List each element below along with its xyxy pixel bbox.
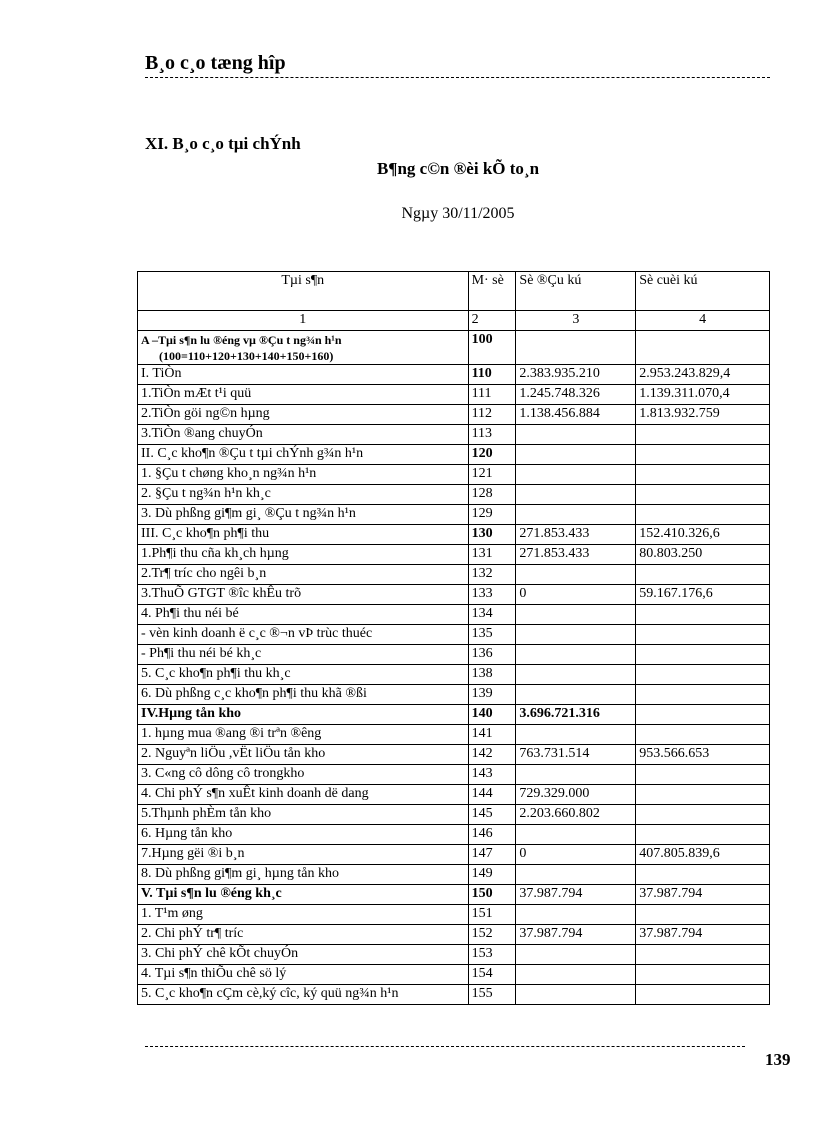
row-asset-name: IV.Hµng tån kho [138,705,469,725]
row-beginning-value: 37.987.794 [516,885,636,905]
row-asset-name: I. TiÒn [138,365,469,385]
row-ending-value: 953.566.653 [636,745,770,765]
row-ending-value [636,825,770,845]
row-code: 151 [468,905,516,925]
table-row [138,565,770,585]
table-row [138,985,770,1005]
header-divider [145,77,770,78]
row-asset-name: 3. Dù phßng gi¶m gi¸ ®Çu t ng¾n h¹n [138,505,469,525]
column-number-row [138,311,770,331]
row-beginning-value [516,665,636,685]
row-beginning-value: 1.138.456.884 [516,405,636,425]
row-beginning-value: 3.696.721.316 [516,705,636,725]
column-number: 4 [636,311,770,331]
row-ending-value [636,985,770,1005]
table-row [138,845,770,865]
row-beginning-value [516,565,636,585]
table-row [138,585,770,605]
row-beginning-value: 0 [516,585,636,605]
row-beginning-value: 763.731.514 [516,745,636,765]
row-beginning-value: 2.203.660.802 [516,805,636,825]
table-row [138,445,770,465]
row-code: 140 [468,705,516,725]
row-ending-value [636,465,770,485]
row-ending-value: 1.813.932.759 [636,405,770,425]
row-asset-name: 5. C¸c kho¶n ph¶i thu kh¸c [138,665,469,685]
row-beginning-value [516,465,636,485]
row-code: 155 [468,985,516,1005]
row-asset-name: 8. Dù phßng gi¶m gi¸ hµng tån kho [138,865,469,885]
row-code: 154 [468,965,516,985]
column-number: 3 [516,311,636,331]
table-row [138,865,770,885]
row-code: 113 [468,425,516,445]
row-asset-name: 3. C«ng cô dông cô trongkho [138,765,469,785]
row-asset-name: 6. Hµng tån kho [138,825,469,845]
row-beginning-value [516,645,636,665]
row-ending-value [636,425,770,445]
row-asset-formula: (100=110+120+130+140+150+160) [159,349,334,363]
row-asset-name: 1.TiÒn mÆt t¹i quü [138,385,469,405]
table-row [138,745,770,765]
table-row [138,625,770,645]
balance-sheet-table [137,271,770,1005]
table-row [138,725,770,745]
row-asset-name: 3. Chi phÝ chê kÕt chuyÓn [138,945,469,965]
row-beginning-value [516,965,636,985]
row-ending-value [636,865,770,885]
row-beginning-value: 0 [516,845,636,865]
row-code: 136 [468,645,516,665]
row-beginning-value [516,625,636,645]
row-ending-value [636,765,770,785]
row-beginning-value [516,685,636,705]
row-ending-value: 37.987.794 [636,885,770,905]
row-ending-value [636,565,770,585]
row-ending-value [636,485,770,505]
table-row [138,385,770,405]
row-code: 138 [468,665,516,685]
table-row [138,885,770,905]
table-row [138,925,770,945]
row-ending-value: 59.167.176,6 [636,585,770,605]
table-row [138,505,770,525]
row-ending-value [636,625,770,645]
row-beginning-value [516,505,636,525]
table-row [138,645,770,665]
row-beginning-value [516,445,636,465]
row-asset-name: 1.Ph¶i thu cña kh¸ch hµng [138,545,469,565]
row-ending-value [636,331,770,365]
row-asset-name: 2.TiÒn göi ng©n hµng [138,405,469,425]
table-row [138,705,770,725]
row-asset-name: - vèn kinh doanh ë c¸c ®¬n vÞ trùc thuéc [138,625,469,645]
row-asset-name: 3.ThuÕ GTGT ®îc khÊu trõ [138,585,469,605]
row-code: 135 [468,625,516,645]
table-row [138,945,770,965]
table-row [138,545,770,565]
table-row [138,485,770,505]
footer-divider [145,1046,745,1047]
row-asset-name: 4. Ph¶i thu néi bé [138,605,469,625]
row-asset-name: 5. C¸c kho¶n cÇm cè,ký cîc, ký quü ng¾n h¹n [138,985,469,1005]
row-ending-value [636,965,770,985]
row-code: 145 [468,805,516,825]
row-beginning-value [516,945,636,965]
row-ending-value: 1.139.311.070,4 [636,385,770,405]
row-beginning-value: 271.853.433 [516,525,636,545]
row-beginning-value [516,485,636,505]
row-asset-name: 3.TiÒn ®ang chuyÓn [138,425,469,445]
row-ending-value: 37.987.794 [636,925,770,945]
row-code: 134 [468,605,516,625]
row-code: 142 [468,745,516,765]
row-code: 146 [468,825,516,845]
row-code: 121 [468,465,516,485]
table-row [138,805,770,825]
row-ending-value [636,645,770,665]
table-row [138,905,770,925]
report-date: Ngµy 30/11/2005 [401,205,515,222]
table-row [138,605,770,625]
row-beginning-value [516,605,636,625]
table-header-row [138,272,770,311]
row-asset-name: 4. Chi phÝ s¶n xuÊt kinh doanh dë dang [138,785,469,805]
table-row [138,331,770,365]
header-code: M· sè [468,272,516,311]
row-ending-value: 407.805.839,6 [636,845,770,865]
row-asset-name: 5.Thµnh phÈm tån kho [138,805,469,825]
row-asset-name-main: A –Tµi s¶n lu ®éng vµ ®Çu t ng¾n h¹n [141,333,342,347]
row-beginning-value [516,905,636,925]
row-code: 131 [468,545,516,565]
row-ending-value [636,605,770,625]
row-code: 130 [468,525,516,545]
row-code: 139 [468,685,516,705]
row-code: 132 [468,565,516,585]
row-beginning-value [516,425,636,445]
row-ending-value: 2.953.243.829,4 [636,365,770,385]
row-code: 129 [468,505,516,525]
row-ending-value: 152.410.326,6 [636,525,770,545]
table-row [138,525,770,545]
table-row [138,365,770,385]
header-ending: Sè cuèi kú [636,272,770,311]
row-asset-name: 2. Chi phÝ tr¶ tríc [138,925,469,945]
row-code: 128 [468,485,516,505]
row-code: 110 [468,365,516,385]
section-title: XI. B¸o c¸o tµi chÝnh [145,134,301,153]
table-row [138,425,770,445]
header-beginning: Sè ®Çu kú [516,272,636,311]
row-beginning-value [516,985,636,1005]
row-code: 153 [468,945,516,965]
column-number: 2 [468,311,516,331]
column-number: 1 [138,311,469,331]
table-row [138,765,770,785]
row-ending-value [636,725,770,745]
row-code: 147 [468,845,516,865]
row-beginning-value [516,725,636,745]
row-code: 150 [468,885,516,905]
row-asset-name: 7.Hµng gëi ®i b¸n [138,845,469,865]
row-code: 143 [468,765,516,785]
row-ending-value: 80.803.250 [636,545,770,565]
table-row [138,665,770,685]
row-asset-name: 6. Dù phßng c¸c kho¶n ph¶i thu khã ®ßi [138,685,469,705]
row-ending-value [636,665,770,685]
row-beginning-value: 2.383.935.210 [516,365,636,385]
table-row [138,825,770,845]
header-assets: Tµi s¶n [138,272,469,311]
row-ending-value [636,685,770,705]
row-beginning-value: 37.987.794 [516,925,636,945]
row-asset-name: III. C¸c kho¶n ph¶i thu [138,525,469,545]
row-code: 111 [468,385,516,405]
row-beginning-value: 271.853.433 [516,545,636,565]
row-code: 133 [468,585,516,605]
row-ending-value [636,445,770,465]
row-asset-name [138,331,469,365]
row-beginning-value [516,331,636,365]
row-ending-value [636,945,770,965]
row-code: 100 [468,331,516,365]
row-asset-name: 2. Nguyªn liÖu ,vËt liÖu tån kho [138,745,469,765]
row-asset-name: II. C¸c kho¶n ®Çu t tµi chÝnh g¾n h¹n [138,445,469,465]
row-code: 141 [468,725,516,745]
row-beginning-value: 729.329.000 [516,785,636,805]
row-ending-value [636,505,770,525]
table-row [138,785,770,805]
row-asset-name: 1. hµng mua ®ang ®i trªn ®êng [138,725,469,745]
row-code: 120 [468,445,516,465]
row-beginning-value [516,865,636,885]
table-row [138,965,770,985]
row-asset-name: - Ph¶i thu néi bé kh¸c [138,645,469,665]
row-beginning-value [516,825,636,845]
row-beginning-value [516,765,636,785]
row-code: 152 [468,925,516,945]
row-asset-name: 1. T¹m øng [138,905,469,925]
row-code: 112 [468,405,516,425]
row-asset-name: 2.Tr¶ tríc cho ngêi b¸n [138,565,469,585]
row-beginning-value: 1.245.748.326 [516,385,636,405]
row-code: 144 [468,785,516,805]
row-asset-name: 4. Tµi s¶n thiÕu chê sö lý [138,965,469,985]
row-ending-value [636,785,770,805]
row-ending-value [636,705,770,725]
row-asset-name: V. Tµi s¶n lu ®éng kh¸c [138,885,469,905]
report-title: B¶ng c©n ®èi kÕ to¸n [376,159,540,178]
report-header-title: B¸o c¸o tæng hîp [145,52,286,74]
row-code: 149 [468,865,516,885]
row-asset-name: 2. §Çu t ng¾n h¹n kh¸c [138,485,469,505]
row-ending-value [636,905,770,925]
table-row [138,405,770,425]
row-asset-name: 1. §Çu t chøng kho¸n ng¾n h¹n [138,465,469,485]
table-row [138,685,770,705]
row-ending-value [636,805,770,825]
page-number: 139 [765,1050,791,1069]
table-row [138,465,770,485]
